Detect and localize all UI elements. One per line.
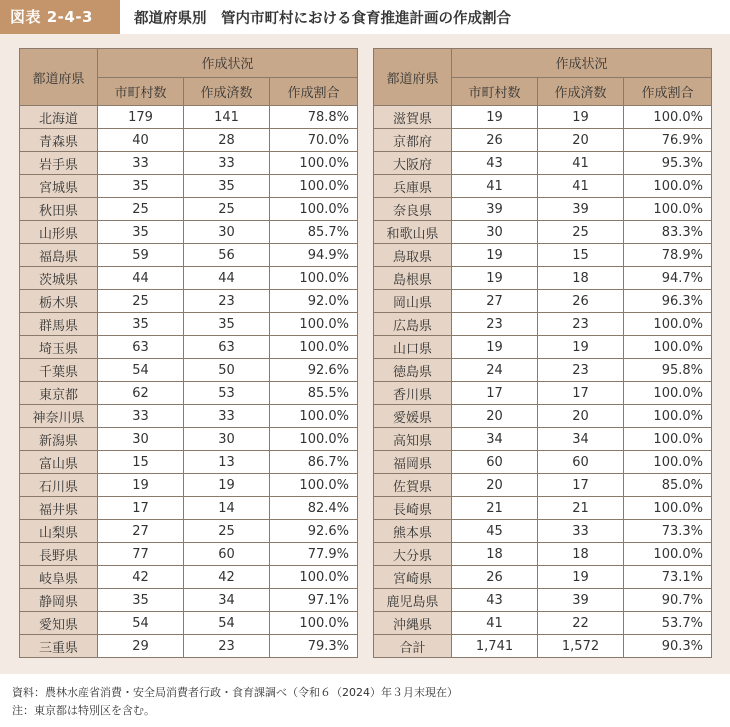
- municipalities-cell: 19: [452, 267, 538, 290]
- created-cell: 19: [538, 106, 624, 129]
- table-row: [20, 566, 358, 589]
- created-cell: 39: [538, 198, 624, 221]
- table-row: [20, 106, 358, 129]
- table-row: [374, 106, 712, 129]
- prefecture-cell: 鹿児島県: [374, 589, 452, 612]
- table-row: [374, 221, 712, 244]
- created-cell: 39: [538, 589, 624, 612]
- prefecture-cell: 佐賀県: [374, 474, 452, 497]
- municipalities-cell: 15: [98, 451, 184, 474]
- prefecture-cell: 兵庫県: [374, 175, 452, 198]
- rate-cell: 53.7%: [624, 612, 712, 635]
- municipalities-cell: 26: [452, 566, 538, 589]
- rate-cell: 96.3%: [624, 290, 712, 313]
- prefecture-cell: 福井県: [20, 497, 98, 520]
- table-row: [20, 313, 358, 336]
- table-row: [374, 474, 712, 497]
- header-status: 作成状況: [98, 49, 358, 78]
- created-cell: 25: [538, 221, 624, 244]
- rate-cell: 92.0%: [270, 290, 358, 313]
- created-cell: 17: [538, 474, 624, 497]
- rate-cell: 97.1%: [270, 589, 358, 612]
- rate-cell: 83.3%: [624, 221, 712, 244]
- source-note: 資料：農林水産省消費・安全局消費者行政・食育課調べ（令和６（2024）年３月末現在）: [12, 686, 458, 699]
- prefecture-cell: 岩手県: [20, 152, 98, 175]
- prefecture-cell: 岐阜県: [20, 566, 98, 589]
- figure-header: [0, 0, 730, 34]
- rate-cell: 100.0%: [270, 198, 358, 221]
- municipalities-cell: 23: [452, 313, 538, 336]
- header-municipalities: 市町村数: [98, 77, 184, 106]
- created-cell: 35: [184, 175, 270, 198]
- table-row: [374, 336, 712, 359]
- rate-cell: 100.0%: [624, 198, 712, 221]
- table-row: [374, 152, 712, 175]
- created-cell: 60: [538, 451, 624, 474]
- municipalities-cell: 63: [98, 336, 184, 359]
- municipalities-cell: 35: [98, 175, 184, 198]
- rate-cell: 100.0%: [270, 152, 358, 175]
- prefecture-cell: 徳島県: [374, 359, 452, 382]
- table-row: [20, 221, 358, 244]
- table-row: [20, 359, 358, 382]
- right-table: [373, 48, 712, 658]
- prefecture-cell: 埼玉県: [20, 336, 98, 359]
- table-row: [374, 497, 712, 520]
- table-row: [20, 198, 358, 221]
- header-prefecture: 都道府県: [374, 49, 452, 106]
- municipalities-cell: 35: [98, 313, 184, 336]
- table-row: [20, 152, 358, 175]
- municipalities-cell: 35: [98, 221, 184, 244]
- prefecture-cell: 静岡県: [20, 589, 98, 612]
- rate-cell: 77.9%: [270, 543, 358, 566]
- table-row: [20, 405, 358, 428]
- rate-cell: 92.6%: [270, 520, 358, 543]
- prefecture-cell: 青森県: [20, 129, 98, 152]
- municipalities-cell: 54: [98, 359, 184, 382]
- rate-cell: 100.0%: [270, 175, 358, 198]
- rate-cell: 79.3%: [270, 635, 358, 658]
- created-cell: 20: [538, 129, 624, 152]
- municipalities-cell: 30: [452, 221, 538, 244]
- table-row: [20, 635, 358, 658]
- municipalities-cell: 19: [452, 336, 538, 359]
- header-municipalities: 市町村数: [452, 77, 538, 106]
- prefecture-cell: 富山県: [20, 451, 98, 474]
- table-row: [20, 497, 358, 520]
- rate-cell: 76.9%: [624, 129, 712, 152]
- created-cell: 18: [538, 267, 624, 290]
- table-row: [374, 290, 712, 313]
- rate-cell: 85.7%: [270, 221, 358, 244]
- table-row: [374, 382, 712, 405]
- rate-cell: 94.9%: [270, 244, 358, 267]
- created-cell: 23: [538, 359, 624, 382]
- municipalities-cell: 59: [98, 244, 184, 267]
- created-cell: 25: [184, 198, 270, 221]
- created-cell: 33: [184, 405, 270, 428]
- prefecture-cell: 和歌山県: [374, 221, 452, 244]
- created-cell: 35: [184, 313, 270, 336]
- prefecture-cell: 栃木県: [20, 290, 98, 313]
- prefecture-cell: 高知県: [374, 428, 452, 451]
- note: 注：東京都は特別区を含む。: [12, 704, 155, 717]
- created-cell: 54: [184, 612, 270, 635]
- table-row: [374, 405, 712, 428]
- prefecture-cell: 秋田県: [20, 198, 98, 221]
- municipalities-cell: 24: [452, 359, 538, 382]
- rate-cell: 100.0%: [624, 543, 712, 566]
- rate-cell: 95.8%: [624, 359, 712, 382]
- rate-cell: 100.0%: [624, 106, 712, 129]
- created-cell: 23: [538, 313, 624, 336]
- table-row: [374, 129, 712, 152]
- table-row: [20, 336, 358, 359]
- prefecture-cell: 群馬県: [20, 313, 98, 336]
- municipalities-cell: 19: [452, 244, 538, 267]
- created-cell: 1,572: [538, 635, 624, 658]
- municipalities-cell: 19: [452, 106, 538, 129]
- municipalities-cell: 42: [98, 566, 184, 589]
- prefecture-cell: 沖縄県: [374, 612, 452, 635]
- municipalities-cell: 77: [98, 543, 184, 566]
- created-cell: 63: [184, 336, 270, 359]
- municipalities-cell: 41: [452, 612, 538, 635]
- prefecture-cell: 山形県: [20, 221, 98, 244]
- table-row: [374, 313, 712, 336]
- table-row: [20, 612, 358, 635]
- municipalities-cell: 20: [452, 474, 538, 497]
- table-row: [374, 244, 712, 267]
- header-status: 作成状況: [452, 49, 712, 78]
- rate-cell: 86.7%: [270, 451, 358, 474]
- prefecture-cell: 山梨県: [20, 520, 98, 543]
- rate-cell: 85.0%: [624, 474, 712, 497]
- municipalities-cell: 43: [452, 152, 538, 175]
- municipalities-cell: 26: [452, 129, 538, 152]
- municipalities-cell: 29: [98, 635, 184, 658]
- prefecture-cell: 石川県: [20, 474, 98, 497]
- created-cell: 19: [538, 566, 624, 589]
- prefecture-cell: 宮城県: [20, 175, 98, 198]
- table-row: [20, 543, 358, 566]
- municipalities-cell: 27: [452, 290, 538, 313]
- municipalities-cell: 33: [98, 405, 184, 428]
- figure-title: 都道府県別 管内市町村における食育推進計画の作成割合: [134, 10, 511, 27]
- created-cell: 56: [184, 244, 270, 267]
- created-cell: 18: [538, 543, 624, 566]
- created-cell: 19: [538, 336, 624, 359]
- rate-cell: 73.1%: [624, 566, 712, 589]
- prefecture-cell: 滋賀県: [374, 106, 452, 129]
- created-cell: 30: [184, 428, 270, 451]
- table-row: [374, 198, 712, 221]
- created-cell: 19: [184, 474, 270, 497]
- table-row: [20, 129, 358, 152]
- created-cell: 14: [184, 497, 270, 520]
- table-row: [20, 589, 358, 612]
- prefecture-cell: 福岡県: [374, 451, 452, 474]
- prefecture-cell: 島根県: [374, 267, 452, 290]
- created-cell: 28: [184, 129, 270, 152]
- rate-cell: 100.0%: [624, 428, 712, 451]
- created-cell: 34: [538, 428, 624, 451]
- header-rate: 作成割合: [270, 77, 358, 106]
- municipalities-cell: 41: [452, 175, 538, 198]
- municipalities-cell: 43: [452, 589, 538, 612]
- municipalities-cell: 25: [98, 198, 184, 221]
- rate-cell: 95.3%: [624, 152, 712, 175]
- rate-cell: 82.4%: [270, 497, 358, 520]
- header-prefecture: 都道府県: [20, 49, 98, 106]
- created-cell: 60: [184, 543, 270, 566]
- table-row: [374, 359, 712, 382]
- rate-cell: 100.0%: [270, 612, 358, 635]
- table-row: [20, 244, 358, 267]
- table-row: [374, 267, 712, 290]
- municipalities-cell: 45: [452, 520, 538, 543]
- created-cell: 17: [538, 382, 624, 405]
- municipalities-cell: 27: [98, 520, 184, 543]
- table-row: [20, 474, 358, 497]
- created-cell: 26: [538, 290, 624, 313]
- rate-cell: 100.0%: [624, 382, 712, 405]
- prefecture-cell: 山口県: [374, 336, 452, 359]
- rate-cell: 100.0%: [624, 405, 712, 428]
- municipalities-cell: 17: [452, 382, 538, 405]
- prefecture-cell: 茨城県: [20, 267, 98, 290]
- municipalities-cell: 33: [98, 152, 184, 175]
- prefecture-cell: 熊本県: [374, 520, 452, 543]
- rate-cell: 100.0%: [624, 497, 712, 520]
- table-panel: [0, 34, 730, 674]
- created-cell: 22: [538, 612, 624, 635]
- footnotes: [12, 684, 458, 720]
- prefecture-cell: 大阪府: [374, 152, 452, 175]
- prefecture-cell: 千葉県: [20, 359, 98, 382]
- header-created: 作成済数: [184, 77, 270, 106]
- municipalities-cell: 17: [98, 497, 184, 520]
- table-row: [374, 428, 712, 451]
- rate-cell: 90.7%: [624, 589, 712, 612]
- municipalities-cell: 25: [98, 290, 184, 313]
- prefecture-cell: 大分県: [374, 543, 452, 566]
- municipalities-cell: 34: [452, 428, 538, 451]
- table-row: [374, 635, 712, 658]
- municipalities-cell: 60: [452, 451, 538, 474]
- created-cell: 141: [184, 106, 270, 129]
- rate-cell: 85.5%: [270, 382, 358, 405]
- table-row: [374, 589, 712, 612]
- rate-cell: 78.9%: [624, 244, 712, 267]
- prefecture-cell: 北海道: [20, 106, 98, 129]
- table-row: [20, 382, 358, 405]
- table-row: [20, 451, 358, 474]
- rate-cell: 70.0%: [270, 129, 358, 152]
- figure-label: 図表 2-4-3: [0, 0, 120, 34]
- rate-cell: 73.3%: [624, 520, 712, 543]
- rate-cell: 100.0%: [624, 451, 712, 474]
- rate-cell: 100.0%: [270, 336, 358, 359]
- rate-cell: 100.0%: [270, 267, 358, 290]
- municipalities-cell: 1,741: [452, 635, 538, 658]
- created-cell: 25: [184, 520, 270, 543]
- rate-cell: 100.0%: [624, 175, 712, 198]
- created-cell: 20: [538, 405, 624, 428]
- municipalities-cell: 179: [98, 106, 184, 129]
- prefecture-cell: 三重県: [20, 635, 98, 658]
- municipalities-cell: 30: [98, 428, 184, 451]
- municipalities-cell: 21: [452, 497, 538, 520]
- municipalities-cell: 35: [98, 589, 184, 612]
- municipalities-cell: 44: [98, 267, 184, 290]
- rate-cell: 100.0%: [270, 474, 358, 497]
- created-cell: 33: [184, 152, 270, 175]
- prefecture-cell: 宮崎県: [374, 566, 452, 589]
- prefecture-cell: 東京都: [20, 382, 98, 405]
- municipalities-cell: 62: [98, 382, 184, 405]
- municipalities-cell: 19: [98, 474, 184, 497]
- prefecture-cell: 長野県: [20, 543, 98, 566]
- rate-cell: 78.8%: [270, 106, 358, 129]
- table-row: [374, 566, 712, 589]
- table-row: [20, 290, 358, 313]
- prefecture-cell: 新潟県: [20, 428, 98, 451]
- created-cell: 53: [184, 382, 270, 405]
- prefecture-cell: 合計: [374, 635, 452, 658]
- created-cell: 34: [184, 589, 270, 612]
- prefecture-cell: 愛媛県: [374, 405, 452, 428]
- rate-cell: 100.0%: [270, 405, 358, 428]
- rate-cell: 100.0%: [270, 313, 358, 336]
- created-cell: 30: [184, 221, 270, 244]
- prefecture-cell: 広島県: [374, 313, 452, 336]
- created-cell: 15: [538, 244, 624, 267]
- created-cell: 41: [538, 175, 624, 198]
- municipalities-cell: 54: [98, 612, 184, 635]
- municipalities-cell: 40: [98, 129, 184, 152]
- table-row: [374, 520, 712, 543]
- table-row: [374, 175, 712, 198]
- rate-cell: 100.0%: [270, 566, 358, 589]
- created-cell: 42: [184, 566, 270, 589]
- rate-cell: 94.7%: [624, 267, 712, 290]
- created-cell: 21: [538, 497, 624, 520]
- header-created: 作成済数: [538, 77, 624, 106]
- prefecture-cell: 愛知県: [20, 612, 98, 635]
- header-rate: 作成割合: [624, 77, 712, 106]
- prefecture-cell: 鳥取県: [374, 244, 452, 267]
- table-row: [20, 267, 358, 290]
- created-cell: 13: [184, 451, 270, 474]
- municipalities-cell: 39: [452, 198, 538, 221]
- created-cell: 33: [538, 520, 624, 543]
- rate-cell: 100.0%: [270, 428, 358, 451]
- table-row: [20, 428, 358, 451]
- created-cell: 44: [184, 267, 270, 290]
- prefecture-cell: 香川県: [374, 382, 452, 405]
- table-row: [20, 520, 358, 543]
- created-cell: 23: [184, 635, 270, 658]
- created-cell: 23: [184, 290, 270, 313]
- table-row: [20, 175, 358, 198]
- created-cell: 50: [184, 359, 270, 382]
- left-table: [19, 48, 358, 658]
- prefecture-cell: 福島県: [20, 244, 98, 267]
- prefecture-cell: 京都府: [374, 129, 452, 152]
- prefecture-cell: 岡山県: [374, 290, 452, 313]
- rate-cell: 90.3%: [624, 635, 712, 658]
- rate-cell: 100.0%: [624, 336, 712, 359]
- prefecture-cell: 奈良県: [374, 198, 452, 221]
- table-row: [374, 451, 712, 474]
- rate-cell: 92.6%: [270, 359, 358, 382]
- municipalities-cell: 18: [452, 543, 538, 566]
- prefecture-cell: 神奈川県: [20, 405, 98, 428]
- municipalities-cell: 20: [452, 405, 538, 428]
- table-row: [374, 543, 712, 566]
- created-cell: 41: [538, 152, 624, 175]
- rate-cell: 100.0%: [624, 313, 712, 336]
- prefecture-cell: 長崎県: [374, 497, 452, 520]
- table-row: [374, 612, 712, 635]
